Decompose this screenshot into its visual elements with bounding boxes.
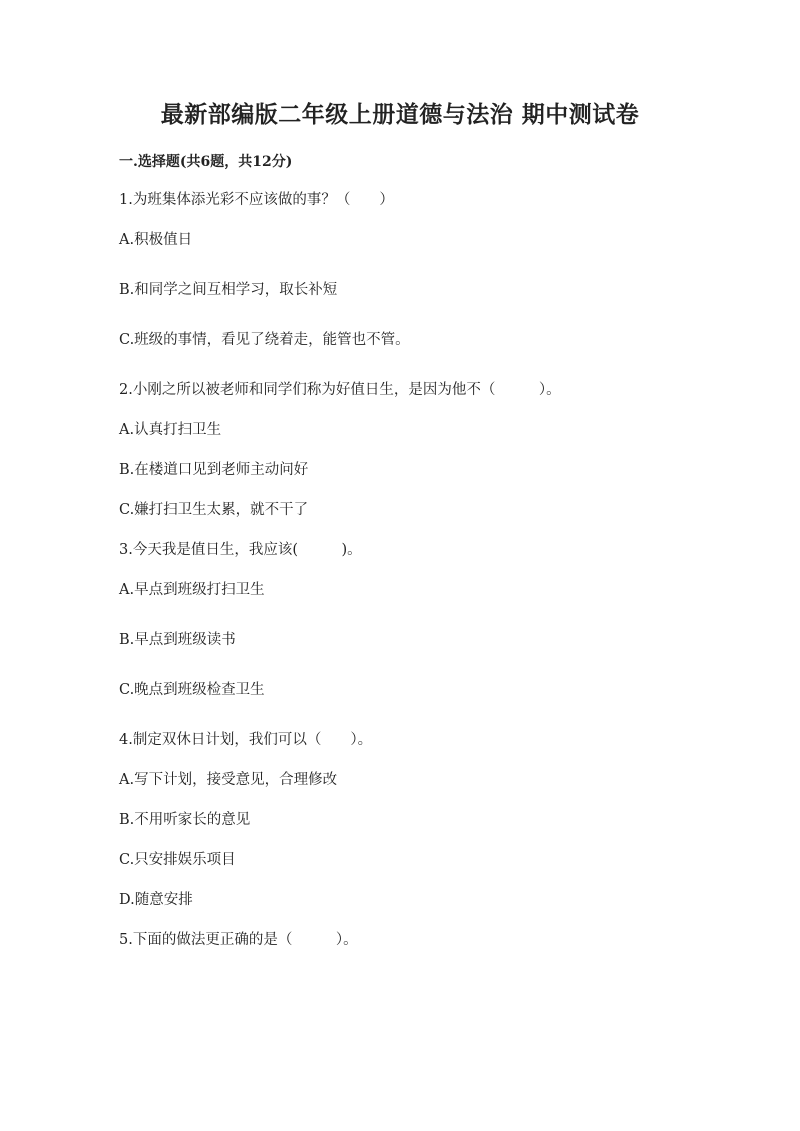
question-3-option-c: C.晚点到班级检查卫生 — [119, 682, 265, 698]
question-4-option-c: C.只安排娱乐项目 — [119, 852, 236, 868]
question-1-option-c: C.班级的事情，看见了绕着走，能管也不管。 — [119, 332, 410, 348]
question-2-option-c: C.嫌打扫卫生太累，就不干了 — [119, 502, 309, 518]
question-1-stem: 1.为班集体添光彩不应该做的事？（ ） — [119, 192, 394, 208]
question-3-option-b: B.早点到班级读书 — [119, 632, 236, 648]
question-4-option-b: B.不用听家长的意见 — [119, 812, 251, 828]
question-2-option-b: B.在楼道口见到老师主动问好 — [119, 462, 309, 478]
question-4-stem: 4.制定双休日计划，我们可以（ ）。 — [119, 732, 373, 748]
question-2-stem: 2.小刚之所以被老师和同学们称为好值日生，是因为他不（ ）。 — [119, 382, 561, 398]
exam-title: 最新部编版二年级上册道德与法治 期中测试卷 — [160, 101, 640, 128]
question-3-option-a: A.早点到班级打扫卫生 — [119, 582, 265, 598]
question-2-option-a: A.认真打扫卫生 — [119, 422, 222, 438]
section-heading: 一.选择题(共6题，共12分) — [119, 154, 293, 170]
question-1-option-a: A.积极值日 — [119, 232, 193, 248]
question-4-option-a: A.写下计划，接受意见，合理修改 — [119, 772, 338, 788]
question-5-stem: 5.下面的做法更正确的是（ ）。 — [119, 932, 358, 948]
question-1-option-b: B.和同学之间互相学习，取长补短 — [119, 282, 338, 298]
question-3-stem: 3.今天我是值日生，我应该( )。 — [119, 542, 362, 558]
question-4-option-d: D.随意安排 — [119, 892, 193, 908]
